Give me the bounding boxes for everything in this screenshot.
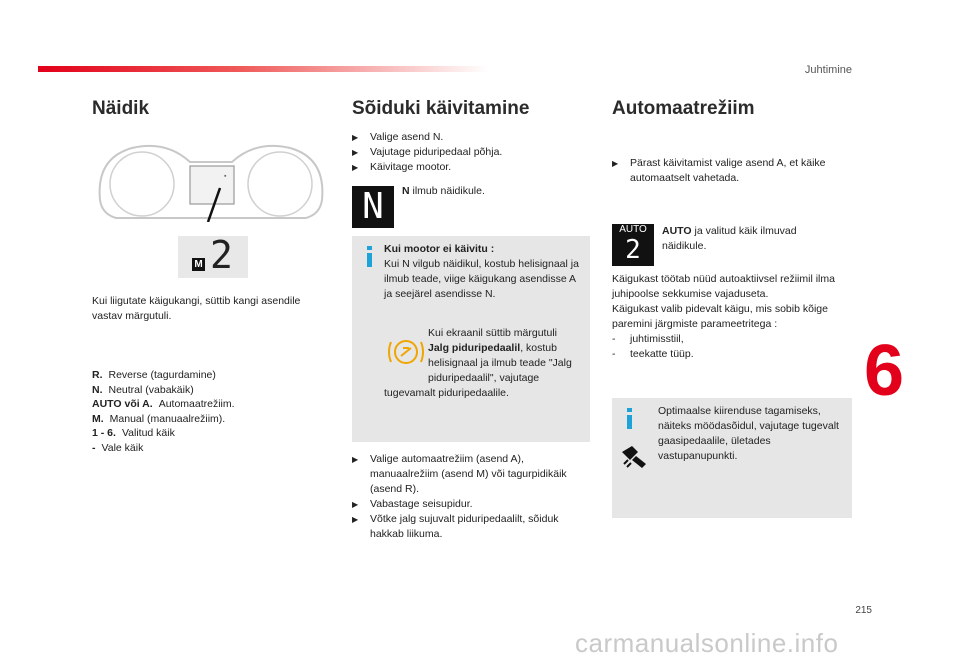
- neutral-display-text: N ilmub näidikule.: [402, 185, 485, 197]
- gear-legend: [92, 368, 324, 455]
- arrow-bullet-icon: ▶: [352, 163, 359, 172]
- section-title-automaatreziim: Automaatrežiim: [612, 98, 755, 119]
- step-item: ▶ Vabastage seisupidur.: [352, 498, 473, 510]
- gear-digit: 2: [210, 233, 233, 277]
- section-title-naidik: Näidik: [92, 98, 150, 119]
- infobox-text: Kui N vilgub näidikul, kostub helisignaal ja ilmub teade, viige käigukang asendisse A ja seejärel asendisse N.: [384, 258, 579, 300]
- auto-label: AUTO: [619, 224, 647, 235]
- page-number: 215: [855, 605, 872, 616]
- auto-step-list: [612, 156, 848, 186]
- auto-paragraph-1: Käigukast töötab nüüd autoaktiivsel režiimil ilma juhipoolse sekkumise vajaduseta.: [612, 273, 835, 300]
- start-steps-list: [352, 130, 588, 175]
- brake-indicator-text-end: tugevamalt piduripedaalile.: [384, 387, 509, 399]
- header-red-bar: [38, 66, 488, 72]
- step-item: ▶ Valige automaatrežiim (asend A), manuaalrežiim (asend M) või tagurpidikäik (asend R).: [352, 453, 567, 495]
- kickdown-text: Optimaalse kiirenduse tagamiseks, näiteks möödasõidul, vajutage tugevalt gaasipedaalile, ületades vastupanupunkti.: [658, 405, 839, 462]
- drive-off-steps-list: [352, 452, 588, 542]
- gear-lever-intro: Kui liigutate käigukangi, süttib kangi asendile vastav märgutuli.: [92, 295, 301, 322]
- infobox-title: Kui mootor ei käivitu :: [384, 243, 495, 255]
- legend-row-gears: 1 - 6. Valitud käik: [92, 427, 175, 439]
- auto-display-text: AUTO ja valitud käik ilmuvad näidikule.: [662, 225, 797, 252]
- watermark: carmanualsonline.info: [575, 628, 839, 658]
- legend-row-n: N. Neutral (vabakäik): [92, 383, 194, 396]
- legend-row-auto: AUTO või A. Automaatrežiim.: [92, 398, 235, 410]
- info-icon: [367, 246, 372, 250]
- legend-row-r: R. Reverse (tagurdamine): [92, 369, 216, 381]
- arrow-bullet-icon: ▶: [352, 133, 359, 142]
- auto-paragraph-2: Käigukast valib pidevalt käigu, mis sobib kõige paremini järgmiste parameetritega :: [612, 303, 828, 330]
- chapter-number: 6: [864, 331, 905, 411]
- auto-mode-display-icon: [612, 224, 654, 266]
- dash-item: - teekatte tüüp.: [612, 348, 694, 360]
- kickdown-infobox: [612, 398, 852, 518]
- engine-not-start-infobox: [352, 236, 590, 442]
- section-title-kaivitamine: Sõiduki käivitamine: [352, 98, 530, 119]
- arrow-bullet-icon: ▶: [352, 455, 359, 464]
- step-item: ▶ Vajutage piduripedaal põhja.: [352, 146, 503, 158]
- instrument-cluster-illustration: [92, 140, 330, 222]
- step-item: ▶ Valige asend N.: [352, 131, 444, 143]
- arrow-bullet-icon: ▶: [352, 148, 359, 157]
- auto-gear-digit: 2: [625, 235, 641, 265]
- pedal-press-icon: [618, 438, 652, 472]
- arrow-bullet-icon: ▶: [352, 515, 359, 524]
- chapter-title: Juhtimine: [804, 64, 852, 76]
- info-icon-stem: [627, 415, 632, 429]
- step-item: ▶ Võtke jalg sujuvalt piduripedaalilt, sõiduk hakkab liikuma.: [352, 513, 559, 540]
- brake-warning-icon: [386, 336, 426, 368]
- parameter-list: [612, 332, 848, 362]
- brake-indicator-text: Kui ekraanil süttib märgutuli Jalg piduripedaalil, kostub helisignaal ja ilmub teade "Jalg piduripedaalil", vajutage: [428, 327, 572, 384]
- legend-row-m: M. Manual (manuaalrežiim).: [92, 412, 226, 425]
- neutral-display-icon: N: [352, 186, 394, 228]
- arrow-bullet-icon: ▶: [612, 159, 619, 168]
- manual-mode-indicator: M: [192, 258, 205, 271]
- info-icon: [627, 408, 632, 412]
- dash-item: - juhtimisstiil,: [612, 333, 684, 345]
- gear-display-zoom: [178, 233, 248, 278]
- step-item: ▶ Käivitage mootor.: [352, 161, 452, 173]
- arrow-bullet-icon: ▶: [352, 500, 359, 509]
- svg-text:▪: ▪: [224, 173, 227, 180]
- legend-row-wrong: - Vale käik: [92, 441, 144, 454]
- step-item: ▶ Pärast käivitamist valige asend A, et käike automaatselt vahetada.: [612, 157, 826, 184]
- info-icon-stem: [367, 253, 372, 267]
